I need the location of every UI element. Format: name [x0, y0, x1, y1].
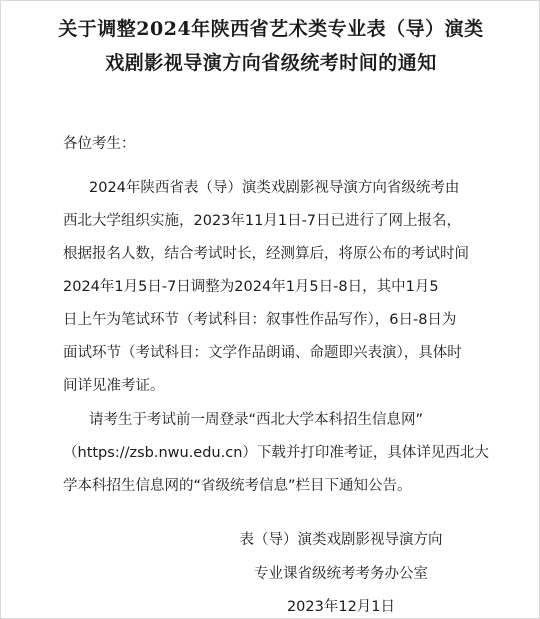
- greeting: 各位考生：: [63, 136, 136, 152]
- paragraph-1-line-2: 西北大学组织实施，2023年11月1日-7日已进行了网上报名，: [63, 213, 462, 229]
- paragraph-2-line-1: 请考生于考试前一周登录“西北大学本科招生信息网”: [89, 412, 424, 428]
- notice-title-line-2: 戏剧影视导演方向省级统考时间的通知: [105, 52, 437, 74]
- paragraph-1-line-7: 间详见准考证。: [63, 378, 165, 394]
- notice-title-line-1: 关于调整2024年陕西省艺术类专业表（导）演类: [58, 18, 484, 40]
- signature-date: 2023年12月1日: [286, 599, 396, 615]
- paragraph-2-line-2: （https://zsb.nwu.edu.cn）下载并打印准考证，具体详见西北大: [63, 445, 489, 461]
- paragraph-1-line-3: 根据报名人数，结合考试时长，经测算后，将原公布的考试时间: [63, 246, 469, 262]
- signature-org-line-1: 表（导）演类戏剧影视导演方向: [239, 532, 443, 548]
- paragraph-1-line-5: 日上午为笔试环节（考试科目：叙事性作品写作），6日-8日为: [63, 312, 457, 328]
- paragraph-2-line-3: 学本科招生信息网的“省级统考信息”栏目下通知公告。: [63, 478, 412, 494]
- paragraph-1-line-4: 2024年1月5日-7日调整为2024年1月5日-8日，其中1月5: [63, 279, 439, 295]
- paragraph-1-line-1: 2024年陕西省表（导）演类戏剧影视导演方向省级统考由: [89, 180, 460, 196]
- signature-org-line-2: 专业课省级统考考务办公室: [254, 566, 428, 582]
- paragraph-1-line-6: 面试环节（考试科目：文学作品朗诵、命题即兴表演），具体时: [63, 345, 462, 361]
